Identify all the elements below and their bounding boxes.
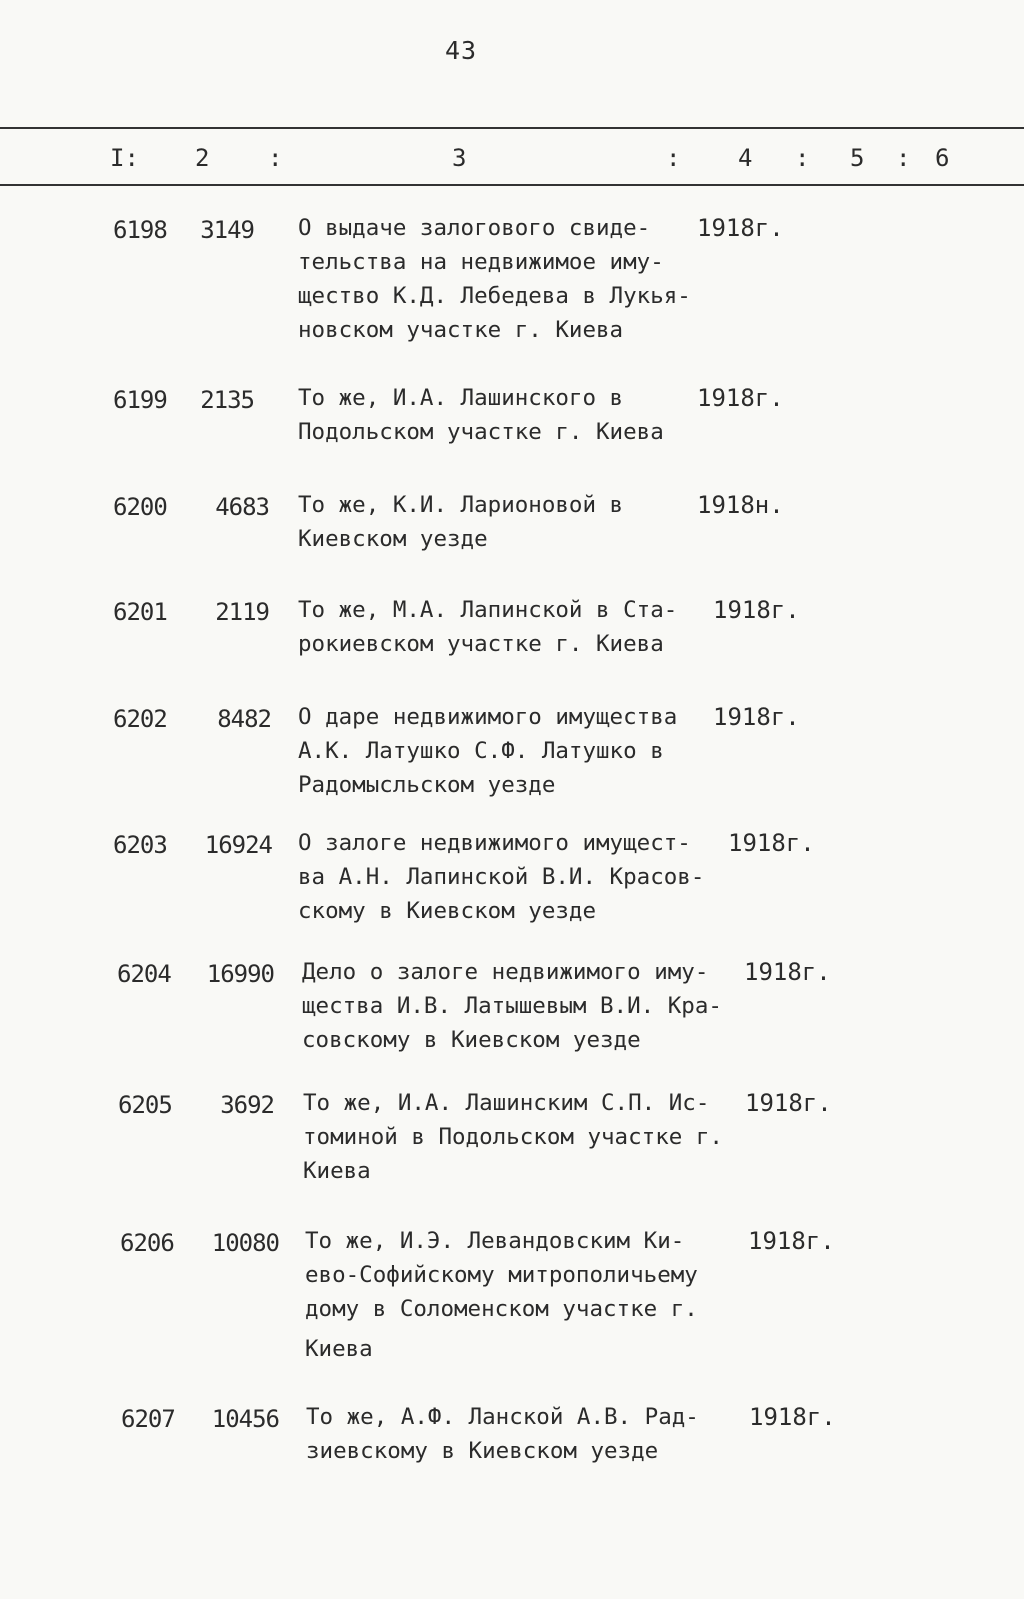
description-line: О даре недвижимого имущества xyxy=(298,704,678,730)
reference-number: 2135 xyxy=(200,386,254,414)
entry-description xyxy=(298,705,738,802)
description-line: скому в Киевском уезде xyxy=(298,898,597,924)
entry-description xyxy=(302,960,742,1057)
entry-description xyxy=(306,1405,746,1468)
header-separator: : xyxy=(795,144,810,172)
entry-year: 1918г. xyxy=(713,703,800,731)
description-line: ево-Софийскому митрополичьему xyxy=(305,1262,698,1288)
description-line: То же, А.Ф. Ланской А.В. Рад- xyxy=(306,1404,699,1430)
header-col-1: I: xyxy=(110,144,139,172)
reference-number: 4683 xyxy=(215,493,269,521)
description-line: тельства на недвижимое иму- xyxy=(298,249,664,275)
entry-description xyxy=(298,493,738,556)
entry-year: 1918г. xyxy=(744,958,831,986)
description-line: томиной в Подольском участке г. xyxy=(303,1124,723,1150)
reference-number: 2119 xyxy=(215,598,269,626)
description-line: Подольском участке г. Киева xyxy=(298,419,664,445)
inventory-number: 6201 xyxy=(113,598,167,626)
description-line: зиевскому в Киевском уезде xyxy=(306,1438,659,1464)
reference-number: 10080 xyxy=(211,1229,279,1257)
inventory-number: 6204 xyxy=(117,960,171,988)
header-col-6: 6 xyxy=(935,144,950,172)
entry-description xyxy=(298,598,738,661)
description-line: Киевском уезде xyxy=(298,526,488,552)
inventory-number: 6198 xyxy=(113,216,167,244)
reference-number: 3149 xyxy=(200,216,254,244)
reference-number: 8482 xyxy=(217,705,271,733)
entry-description xyxy=(305,1229,745,1366)
description-line: рокиевском участке г. Киева xyxy=(298,631,664,657)
entry-year: 1918г. xyxy=(697,214,784,242)
description-line: То же, И.А. Лашинского в xyxy=(298,385,624,411)
header-separator: : xyxy=(268,144,283,172)
reference-number: 16990 xyxy=(206,960,274,988)
header-rule-bottom xyxy=(0,184,1024,186)
entry-year: 1918н. xyxy=(697,491,784,519)
description-line: Киева xyxy=(303,1158,371,1184)
description-line: О залоге недвижимого имущест- xyxy=(298,830,691,856)
inventory-number: 6207 xyxy=(121,1405,175,1433)
header-col-4: 4 xyxy=(738,144,753,172)
reference-number: 10456 xyxy=(211,1405,279,1433)
description-line: То же, И.Э. Левандовским Ки- xyxy=(305,1228,685,1254)
header-col-3: 3 xyxy=(452,144,467,172)
reference-number: 16924 xyxy=(204,831,272,859)
description-line: То же, И.А. Лашинским С.П. Ис- xyxy=(303,1090,710,1116)
entry-description xyxy=(298,216,738,347)
description-line: Дело о залоге недвижимого иму- xyxy=(302,959,709,985)
reference-number: 3692 xyxy=(220,1091,274,1119)
inventory-number: 6206 xyxy=(120,1229,174,1257)
description-line: Радомысльском уезде xyxy=(298,772,556,798)
description-line: То же, К.И. Ларионовой в xyxy=(298,492,624,518)
description-line: щество К.Д. Лебедева в Лукья- xyxy=(298,283,691,309)
entry-description xyxy=(298,386,738,449)
description-line: Киева xyxy=(305,1336,373,1362)
description-line: новском участке г. Киева xyxy=(298,317,624,343)
entry-year: 1918г. xyxy=(745,1089,832,1117)
inventory-number: 6203 xyxy=(113,831,167,859)
inventory-number: 6199 xyxy=(113,386,167,414)
entry-year: 1918г. xyxy=(697,384,784,412)
description-line: То же, М.А. Лапинской в Ста- xyxy=(298,597,678,623)
inventory-number: 6200 xyxy=(113,493,167,521)
entry-description xyxy=(303,1091,743,1188)
header-col-2: 2 xyxy=(195,144,210,172)
description-line: ва А.Н. Лапинской В.И. Красов- xyxy=(298,864,705,890)
inventory-number: 6205 xyxy=(118,1091,172,1119)
description-line: О выдаче залогового свиде- xyxy=(298,215,651,241)
description-line: дому в Соломенском участке г. xyxy=(305,1296,698,1322)
entry-year: 1918г. xyxy=(748,1227,835,1255)
inventory-number: 6202 xyxy=(113,705,167,733)
header-separator: : xyxy=(666,144,681,172)
entry-description xyxy=(298,831,738,928)
entry-year: 1918г. xyxy=(713,596,800,624)
header-col-5: 5 xyxy=(850,144,865,172)
header-rule-top xyxy=(0,127,1024,129)
header-separator: : xyxy=(896,144,911,172)
description-line: совскому в Киевском уезде xyxy=(302,1027,641,1053)
description-line: А.К. Латушко С.Ф. Латушко в xyxy=(298,738,664,764)
entry-year: 1918г. xyxy=(749,1403,836,1431)
entry-year: 1918г. xyxy=(728,829,815,857)
page-number: 43 xyxy=(445,36,478,65)
description-line: щества И.В. Латышевым В.И. Кра- xyxy=(302,993,722,1019)
